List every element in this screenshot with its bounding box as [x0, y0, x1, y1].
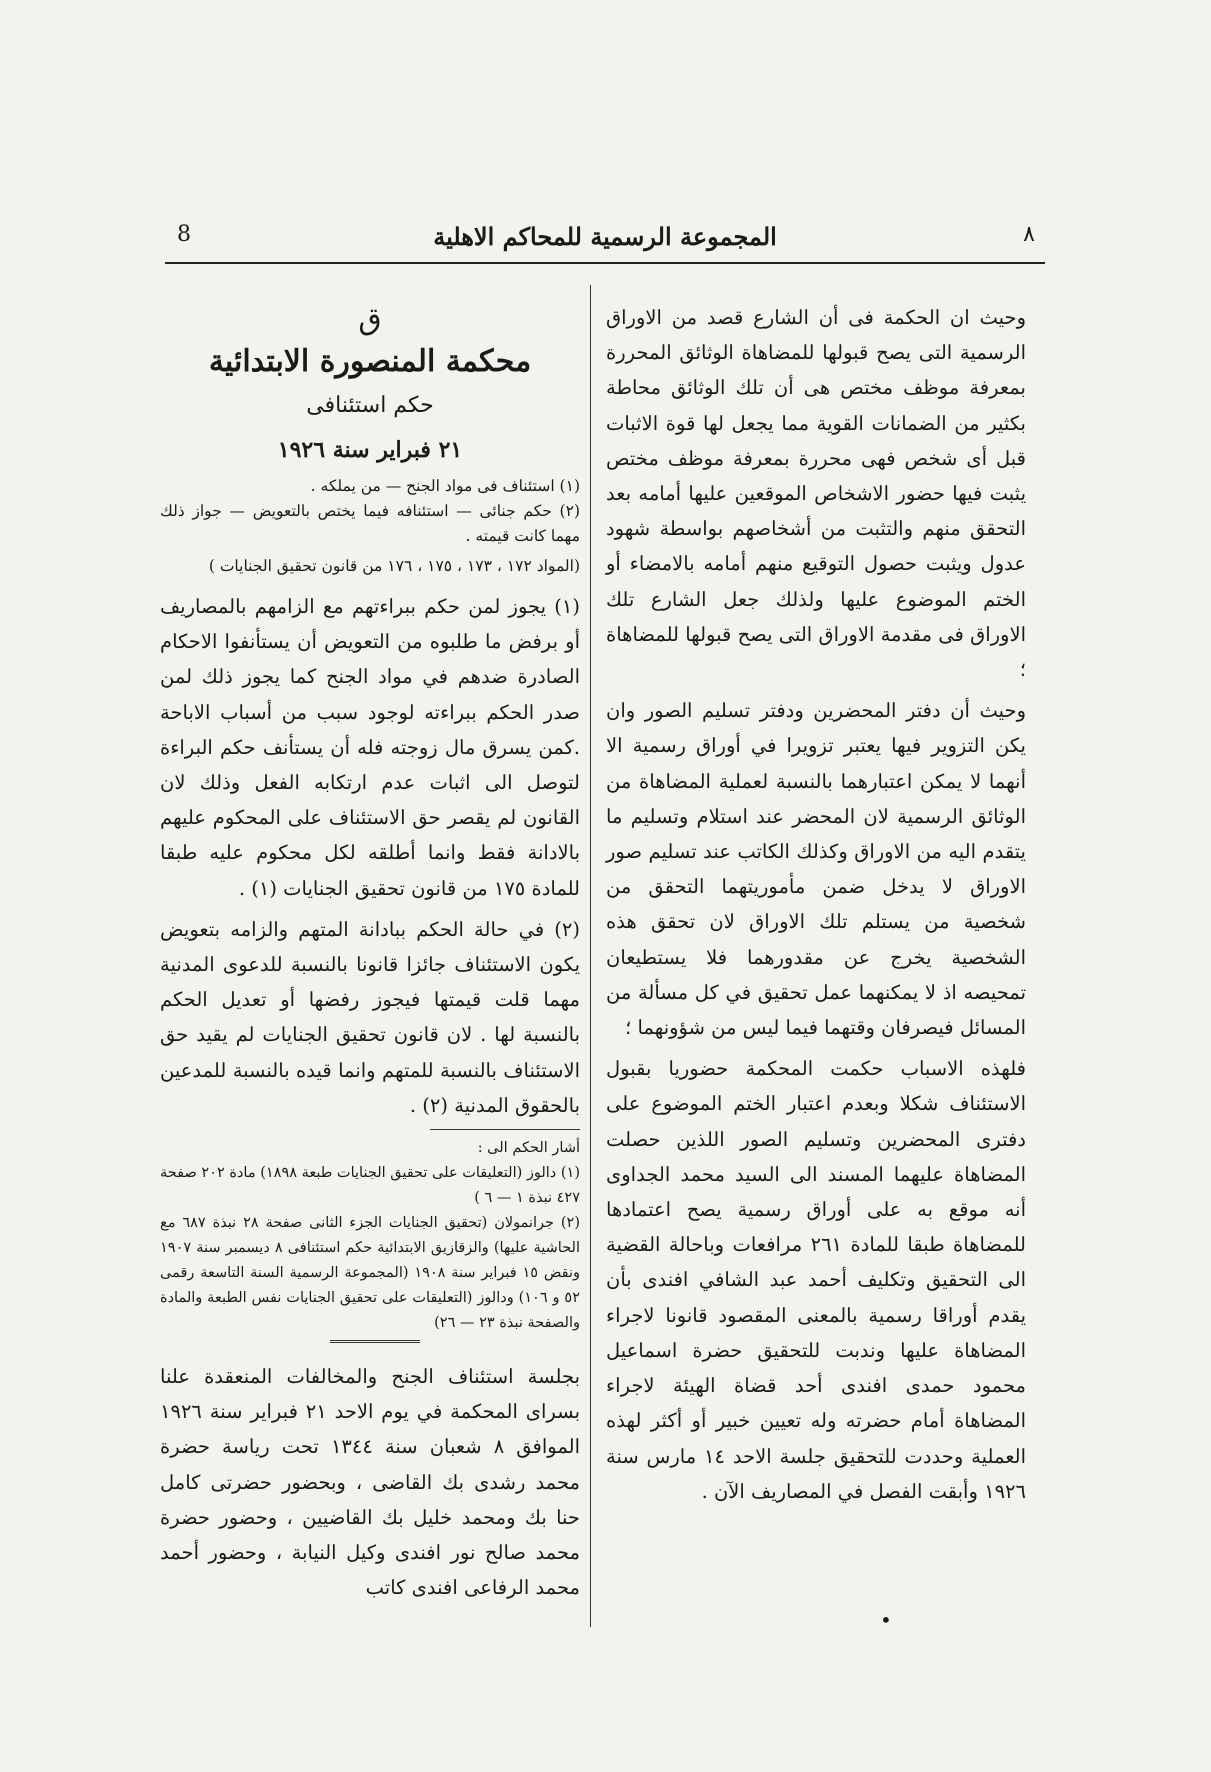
page-number-arabic: ٨ [1023, 222, 1035, 247]
paragraph: (٢) في حالة الحكم ببادانة المتهم والزامه بتعويض يكون الاستئناف جائزا قانونا بالنسبة للدعوى المدنية مهما قلت قيمتها فيجوز رفضها أو تعديل الحكم بالنسبة لها . لان قانون تحقيق الجنايات لم يقيد حق الاستئناف بالنسبة للمتهم وانما قيده بالنسبة للمدعين بالحقوق المدنية (٢) . [160, 917, 580, 1117]
summary-item: (١) استئناف فى مواد الجنح — من يملكه . [310, 477, 580, 495]
ink-dot: • [880, 1608, 892, 1632]
court-mark: ق [358, 302, 382, 337]
notes-end-rule [330, 1340, 420, 1343]
footnote: أشار الحكم الى : [477, 1140, 580, 1157]
paragraph: وحيث ان الحكمة فى أن الشارع قصد من الاوراق الرسمية التى يصح قبولها للمضاهاة الوثائق المحررة بمعرفة موظف مختص هى أن تلك الوثائق محاطة بكثير من الضمانات القوية مما يجعل لها قوة الاثبات قبل أى شخص فهى محررة بمعرفة موظف مختص يثبت فيها حضور الاشخاص الموقعين عليها أمامه بعد التحقق منهم والتثبت من أشخاصهم بواسطة شهود عدول ويثبت حصول التوقيع منهم أمامه بالامضاء أو الختم الموضوع عليها ولذلك جعل الشارع تلك الاوراق فى مقدمة الاوراق التى يصح قبولها للمضاهاة ؛ [606, 306, 1026, 682]
right-column [606, 300, 1026, 1515]
articles-reference: (المواد ١٧٢ ، ١٧٣ ، ١٧٥ ، ١٧٦ من قانون تحقيق الجنايات ) [208, 557, 580, 575]
judgment-date: ٢١ فبراير سنة ١٩٢٦ [277, 437, 463, 463]
page-header [165, 222, 1045, 256]
paragraph: فلهذه الاسباب حكمت المحكمة حضوريا بقبول الاستئناف شكلا وبعدم اعتبار الختم الموضوع على دفترى المحضرين وتسليم الصور اللذين حصلت المضاهاة عليهما المسند الى السيد محمد الجداوى أنه موقع به على أوراق رسمية يصح اعتمادها للمضاهاة طبقا للمادة ٢٦١ مرافعات وباحالة القضية الى التحقيق وتكليف أحمد عبد الشافي افندى بأن يقدم أوراقا رسمية بالمعنى المقصود قانونا لاجراء المضاهاة عليها وندبت للتحقيق حضرة اسماعيل محمود حمدى افندى أحد قضاة الهيئة لاجراء المضاهاة أمام حضرته وله تعيين خبير أو أكثر لهذه العملية وحددت للتحقيق جلسة الاحد ١٤ مارس سنة ١٩٢٦ وأبقت الفصل في المصاريف الآن . [606, 1057, 1026, 1503]
column-divider [590, 285, 591, 1627]
left-column [160, 300, 580, 1611]
paragraph: بجلسة استئناف الجنح والمخالفات المنعقدة علنا بسراى المحكمة في يوم الاحد ٢١ فبراير سنة ١٩٢٦ الموافق ٨ شعبان سنة ١٣٤٤ تحت رياسة حضرة محمد رشدى بك القاضى ، وبحضور حضرتى كامل حنا بك ومحمد خليل بك القاضيين ، وحضور حضرة محمد صالح نور افندى وكيل النيابة ، وحضور أحمد محمد الرفاعى افندى كاتب [160, 1365, 581, 1600]
footnote: (١) دالوز (التعليقات على تحقيق الجنايات طبعة ١٨٩٨) مادة ٢٠٢ صفحة ٤٢٧ نبذة ١ — ٦ ) [159, 1165, 580, 1207]
summary-item: (٢) حكم جنائى — استئنافه فيما يختص بالتعويض — جواز ذلك مهما كانت قيمته . [160, 502, 580, 545]
judgment-summary [160, 474, 580, 549]
page-number-latin: 8 [177, 222, 191, 247]
header-rule [165, 262, 1045, 264]
court-name: محكمة المنصورة الابتدائية [208, 344, 532, 379]
paragraph: (١) يجوز لمن حكم ببراءتهم مع الزامهم بالمصاريف أو برفض ما طلبوه من التعويض أن يستأنفوا الاحكام الصادرة ضدهم في مواد الجنح كما يجوز ذلك لمن صدر الحكم ببراءته لوجود سبب من أسباب الاباحة .كمن يسرق مال زوجته فله أن يستأنف حكم البراءة لتوصل الى اثبات عدم ارتكابه الفعل وذلك لان القانون لم يقصر حق الاستئناف على المحكوم عليهم بالادانة فقط وانما أطلقه لكل محكوم عليه طبقا للمادة ١٧٥ من قانون تحقيق الجنايات (١) . [160, 595, 581, 900]
notes-rule [430, 1129, 580, 1130]
footnote: (٢) جرانمولان (تحقيق الجنايات الجزء الثانى صفحة ٢٨ نبذة ٦٨٧ مع الحاشية عليها) والزقازيق الابتدائية حكم استئنافى ٨ ديسمبر سنة ١٩٠٧ ونقض ١٥ فبراير سنة ١٩٠٨ (المجموعة الرسمية السنة التاسعة رقمى ٥٢ و ١٠٦) ودالوز (التعليقات على تحقيق الجنايات نفس الطبعة والمادة والصفحة نبذة ٢٣ — ٢٦) [160, 1215, 581, 1332]
running-title: المجموعة الرسمية للمحاكم الاهلية [433, 222, 777, 251]
paragraph: وحيث أن دفتر المحضرين ودفتر تسليم الصور وان يكن التزوير فيها يعتبر تزويرا في أوراق رسمية الا أنهما لا يمكن اعتبارهما بالنسبة لعملية المضاهاة من الوثائق الرسمية لان المحضر عند استلام وتسليم ما يتقدم اليه من الاوراق وكذلك الكاتب عند تسليم صور الاوراق لا يدخل ضمن مأموريتهما التحقق من شخصية من يستلم تلك الاوراق لان تحقق هذه الشخصية يخرج عن مقدورهما فلا يستطيعان تمحيصه اذ لا يمكنهما عمل تحقيق في كل مسألة من المسائل فيصرفان وقتهما فيما ليس من شؤونهما ؛ [606, 699, 1026, 1040]
judgment-type: حكم استئنافى [306, 393, 434, 418]
footnotes [160, 1136, 580, 1336]
